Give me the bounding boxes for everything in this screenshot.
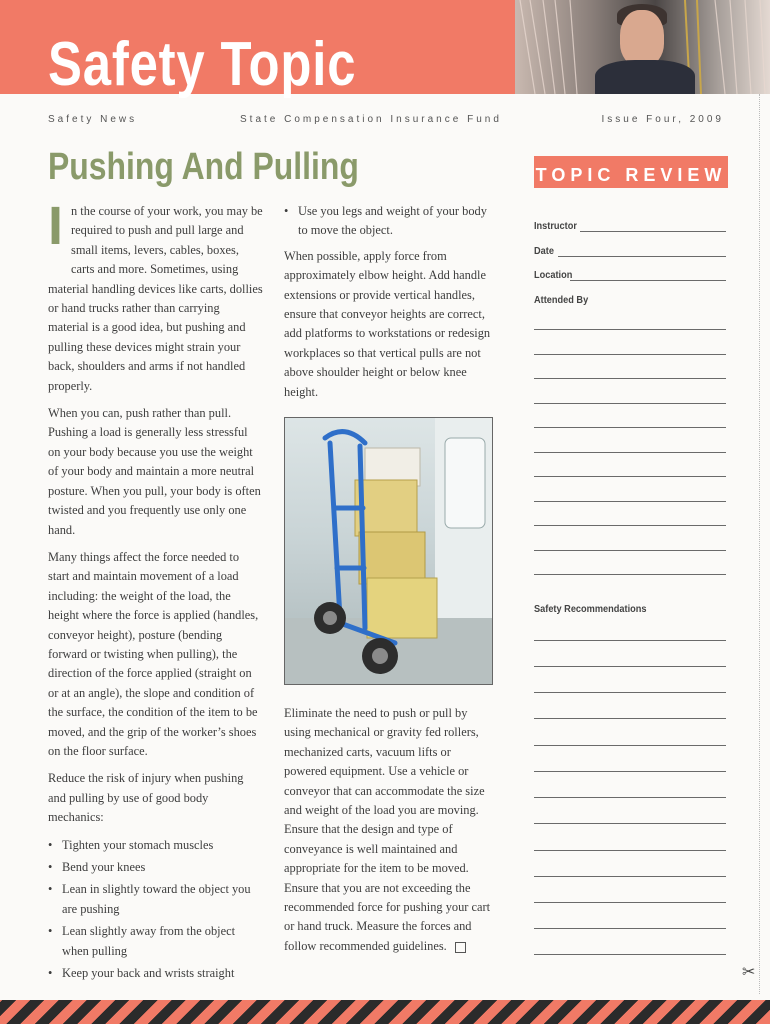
attended-by-line[interactable] xyxy=(534,329,726,330)
dropcap: I xyxy=(48,196,64,256)
checkbox-icon xyxy=(455,942,466,953)
list-item: • Use you legs and weight of your body to move the object. xyxy=(284,202,496,241)
paragraph-4: Reduce the risk of injury when pushing and pulling by use of good body mechanics: xyxy=(48,771,244,825)
recommendations-line[interactable] xyxy=(534,850,726,851)
list-item: • Tighten your stomach muscles xyxy=(48,836,263,855)
recommendations-line[interactable] xyxy=(534,745,726,746)
list-item: • Keep your back and wrists straight xyxy=(48,964,263,983)
safety-recommendations-label: Safety Recommendations xyxy=(534,604,647,615)
paragraph-5: When possible, apply force from approximately elbow height. Add handle extensions or provide vertical handles, ensure that conveyor heights are correct, add platforms to workstations or redesign workplaces so that vertical pulls are not above shoulder height or below knee height. xyxy=(284,248,491,399)
footer-hazard-stripes xyxy=(0,1000,770,1024)
recommendations-line[interactable] xyxy=(534,876,726,877)
header-band xyxy=(0,0,515,99)
intro-paragraph xyxy=(48,196,263,396)
article-column-2 xyxy=(284,202,496,402)
recommendations-line[interactable] xyxy=(534,771,726,772)
attended-by-line[interactable] xyxy=(534,403,726,404)
attended-by-line[interactable] xyxy=(534,427,726,428)
attended-by-line[interactable] xyxy=(534,501,726,502)
hand-truck-photo xyxy=(284,417,493,685)
recommendations-line[interactable] xyxy=(534,692,726,693)
subheader-left: Safety News xyxy=(48,114,138,125)
attended-by-line[interactable] xyxy=(534,574,726,575)
recommendations-line[interactable] xyxy=(534,718,726,719)
subheader-right: Issue Four, 2009 xyxy=(601,114,724,125)
header-photo xyxy=(515,0,770,94)
recommendations-line[interactable] xyxy=(534,954,726,955)
paragraph-3: Many things affect the force needed to start and maintain movement of a load including: the weight of the load, the height where the force is applied (handles, conveyor height), posture (bending forward or twisting when pulling), the direction of the force applied (straight on or at an angle), the slope and condition of the surface, the condition of the item to be moved, and the grip of the worker’s shoes on the floor surface. xyxy=(48,549,259,758)
recommendations-line[interactable] xyxy=(534,823,726,824)
recommendations-line[interactable] xyxy=(534,640,726,641)
paragraph-6 xyxy=(284,704,496,956)
photo-body xyxy=(595,60,695,94)
attended-by-line[interactable] xyxy=(534,525,726,526)
photo-face xyxy=(620,10,664,66)
attended-by-line[interactable] xyxy=(534,550,726,551)
intro-text: n the course of your work, you may be required to push and pull large and small items, levers, cables, boxes, carts and more. Sometimes, using material handling devices like carts, dollies or hand trucks rather than carrying material is a good idea, but pushing and pulling these devices might strain your back, shoulders and arms if not handled properly. xyxy=(48,204,263,393)
legs-list xyxy=(284,202,496,241)
subheader xyxy=(48,114,724,130)
scissors-icon: ✂ xyxy=(742,962,756,981)
attended-by-line[interactable] xyxy=(534,452,726,453)
cut-line xyxy=(759,94,760,994)
location-label: Location xyxy=(534,270,573,281)
topic-review-heading: TOPIC REVIEW xyxy=(534,156,728,188)
list-item: • Lean in slightly toward the object you are pushing xyxy=(48,880,263,919)
instructor-field[interactable] xyxy=(580,231,726,232)
article-title: Pushing And Pulling xyxy=(48,146,359,188)
recommendations-line[interactable] xyxy=(534,928,726,929)
list-item: • Lean slightly away from the object when pulling xyxy=(48,922,263,961)
date-field[interactable] xyxy=(558,256,726,257)
header-title: Safety Topic xyxy=(48,30,357,99)
mechanics-list xyxy=(48,836,263,984)
location-field[interactable] xyxy=(570,280,726,281)
subheader-center: State Compensation Insurance Fund xyxy=(240,114,502,125)
recommendations-line[interactable] xyxy=(534,797,726,798)
paragraph-2: When you can, push rather than pull. Pushing a load is generally less stressful on your body because you use the weight of your body and maintain a more neutral posture. When you pull, your body is often twisted and you frequently use only one hand. xyxy=(48,406,261,537)
instructor-label: Instructor xyxy=(534,221,577,232)
date-label: Date xyxy=(534,246,554,257)
attended-by-label: Attended By xyxy=(534,295,589,306)
hand-truck-illustration xyxy=(285,418,492,684)
recommendations-line[interactable] xyxy=(534,902,726,903)
recommendations-line[interactable] xyxy=(534,666,726,667)
attended-by-line[interactable] xyxy=(534,378,726,379)
article-column-1 xyxy=(48,196,263,986)
list-item: • Bend your knees xyxy=(48,858,263,877)
attended-by-line[interactable] xyxy=(534,354,726,355)
attended-by-line[interactable] xyxy=(534,476,726,477)
paragraph-6-text: Eliminate the need to push or pull by using mechanical or gravity fed rollers, mechanized carts, vacuum lifts or powered equipment. Use a vehicle or conveyor that can accommodate the size and weight of the load you are moving. Ensure that the design and type of conveyance is well maintained and appropriate for the item to be moved. Ensure that you are not exceeding the recommended force for pushing your cart or hand truck. Measure the forces and follow recommended guidelines. xyxy=(284,706,491,953)
article-column-2-bottom xyxy=(284,704,496,956)
